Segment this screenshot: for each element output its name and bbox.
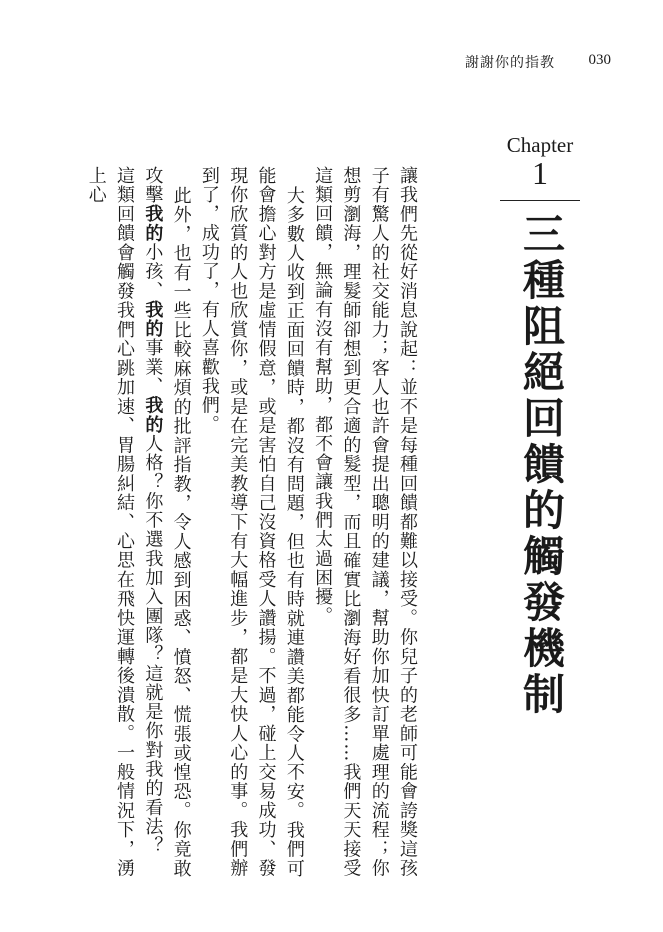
paragraph-2: 大多數人收到正面回饋時，都沒有問題，但也有時就連讚美都能令人不安。我們可能會擔心對方是虛情假意，或是害怕自己沒資格受人讚揚。不過，碰上交易成功、發現你欣賞的人也欣賞你，或是在完美教導下有大幅進步，都是大快人心的事。我們辦到了，成功了，有人喜歡我們。 <box>198 166 305 878</box>
chapter-title: 三種阻絕回饋的觸發機制 <box>517 212 566 718</box>
running-header <box>0 52 663 76</box>
paragraph-3 <box>138 166 195 878</box>
chapter-label: Chapter <box>506 133 574 157</box>
chapter-divider <box>500 200 580 201</box>
page-number: 030 <box>588 52 611 68</box>
emphasis-my: 我的 <box>142 204 164 243</box>
body-text <box>41 166 421 878</box>
emphasis-my: 我的 <box>142 300 164 339</box>
chapter-number: 1 <box>532 155 548 191</box>
paragraph-3-text: 小孩、 <box>142 242 164 301</box>
paragraph-3-text: 此外，也有一些比較麻煩的批評指教，令人感到困惑、憤怒、慌張或惶恐。你竟敢攻擊 <box>142 166 192 878</box>
book-title: 謝謝你的指教 <box>465 55 555 71</box>
paragraph-1: 讓我們先從好消息說起：並不是每種回饋都難以接受。你兒子的老師可能會誇獎這孩子有驚人的社交能力；客人也許會提出聰明的建議，幫助你加快訂單處理的流程；你想剪瀏海，理髮師卻想到更合適的髮型，而且確實比瀏海好看很多……我們天天接受這類回饋，無論有沒有幫助，都不會讓我們太過困擾。 <box>312 166 418 878</box>
emphasis-my: 我的 <box>142 395 164 435</box>
paragraph-3-text: 事業、 <box>142 338 164 396</box>
paragraph-4: 這類回饋會觸發我們心跳加速、胃腸糾結、心思在飛快運轉後潰散。一般情況下，湧上心 <box>85 166 136 878</box>
paragraph-3-text: 人格？你不選我加入團隊？這就是你對我的看法？ <box>142 434 164 856</box>
